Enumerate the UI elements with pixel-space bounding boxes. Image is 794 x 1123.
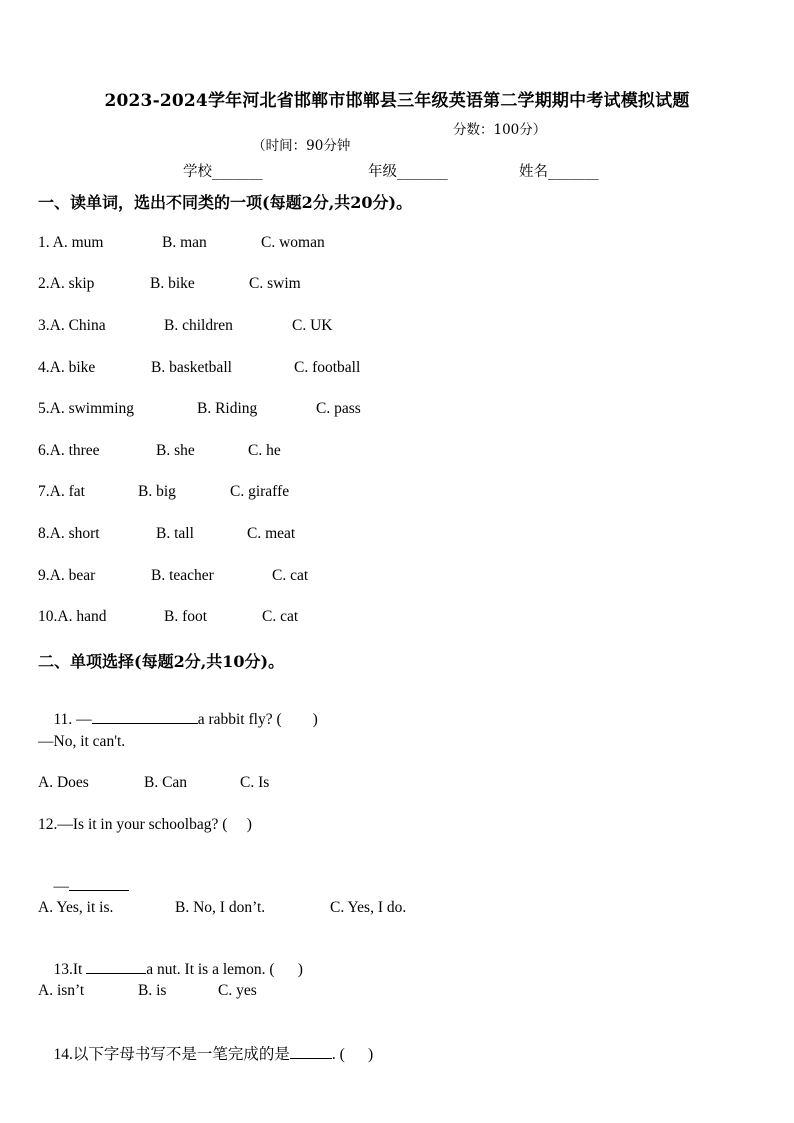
option-a: 6.A. three <box>38 442 100 459</box>
question-prefix: 13.It <box>53 961 87 978</box>
option-c: C. yes <box>218 982 257 999</box>
option-c: C. cat <box>272 567 309 584</box>
option-b: B. she <box>156 442 195 459</box>
answer-blank <box>92 709 198 724</box>
option-c: C. woman <box>261 234 325 251</box>
option-a: 4.A. bike <box>38 359 96 376</box>
section2-heading: 二、单项选择(每题2分,共10分)。 <box>38 652 285 671</box>
option-a: 2.A. skip <box>38 275 95 292</box>
question-prefix: 11. — <box>53 711 92 728</box>
option-c: C. Is <box>240 774 270 791</box>
answer-blank <box>290 1044 332 1059</box>
option-c: C. meat <box>247 525 296 542</box>
option-b: B. Riding <box>197 400 258 417</box>
option-c: C. cat <box>262 608 299 625</box>
option-b: B. tall <box>156 525 194 542</box>
option-c: C. UK <box>292 317 333 334</box>
option-b: B. teacher <box>151 567 214 584</box>
option-a: A. isn’t <box>38 982 85 999</box>
option-b: B. bike <box>150 275 195 292</box>
option-c: C. pass <box>316 400 361 417</box>
option-a: A. Yes, it is. <box>38 899 114 916</box>
question-suffix: . ( ) <box>331 1046 374 1063</box>
option-b: B. basketball <box>151 359 232 376</box>
answer-line: —No, it can't. <box>38 733 126 750</box>
option-a: 10.A. hand <box>38 608 107 625</box>
option-a: 3.A. China <box>38 317 106 334</box>
exam-time: （时间：90分钟 <box>252 138 351 154</box>
option-c: C. he <box>248 442 281 459</box>
option-b: B. children <box>164 317 233 334</box>
option-b: B. Can <box>144 774 188 791</box>
option-a: 5.A. swimming <box>38 400 135 417</box>
option-b: B. is <box>138 982 167 999</box>
exam-title: 2023-2024学年河北省邯郸市邯郸县三年级英语第二学期期中考试模拟试题 <box>104 91 690 111</box>
question-12: 12.—Is it in your schoolbag? ( ) <box>38 816 252 833</box>
answer-blank <box>86 959 146 974</box>
option-a: 1. A. mum <box>38 234 104 251</box>
option-a: 9.A. bear <box>38 567 96 584</box>
option-b: B. foot <box>164 608 208 625</box>
option-c: C. giraffe <box>230 483 290 500</box>
option-a: A. Does <box>38 774 89 791</box>
question-suffix: a rabbit fly? ( ) <box>197 711 318 728</box>
option-a: 8.A. short <box>38 525 100 542</box>
option-a: 7.A. fat <box>38 483 85 500</box>
question-prefix: 14.以下字母书写不是一笔完成的是 <box>53 1046 290 1063</box>
answer-blank <box>69 876 129 891</box>
exam-score: 分数：100分） <box>453 122 547 138</box>
question-14 <box>38 1024 373 1082</box>
option-c: C. swim <box>249 275 301 292</box>
option-b: B. big <box>138 483 176 500</box>
school-field: 学校_______ <box>183 164 263 180</box>
option-b: B. man <box>162 234 207 251</box>
section1-heading: 一、读单词，选出不同类的一项(每题2分,共20分)。 <box>38 193 413 212</box>
option-b: B. No, I don’t. <box>175 899 266 916</box>
option-c: C. football <box>294 359 361 376</box>
grade-field: 年级_______ <box>368 164 448 180</box>
answer-dash: — <box>53 878 69 895</box>
option-c: C. Yes, I do. <box>330 899 407 916</box>
question-suffix: a nut. It is a lemon. ( ) <box>146 961 303 978</box>
name-field: 姓名_______ <box>519 164 599 180</box>
